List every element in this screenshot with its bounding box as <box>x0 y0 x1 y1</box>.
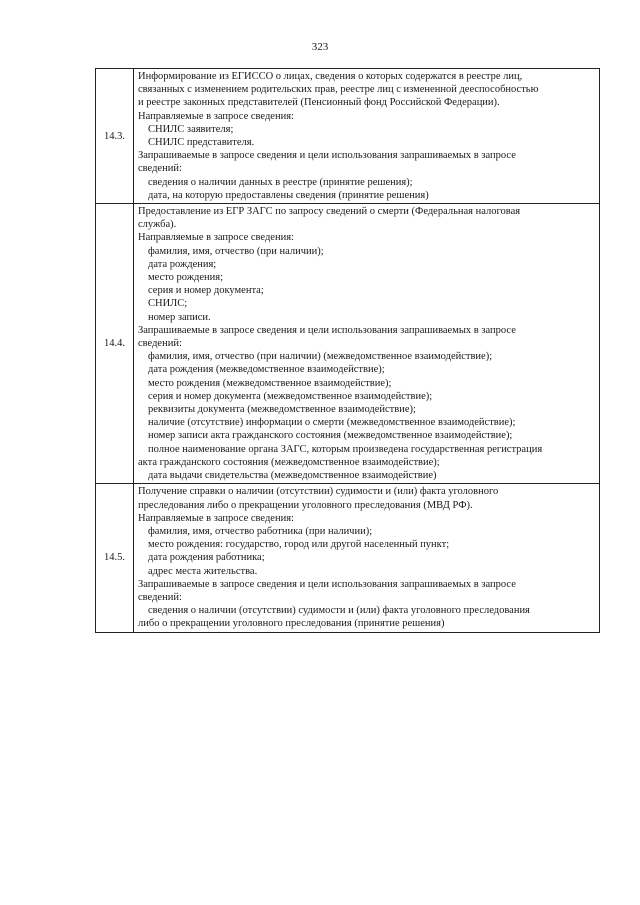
text-line: сведения о наличии данных в реестре (принятие решения); <box>148 176 413 188</box>
text-line: сведений: <box>138 338 182 350</box>
text-line: полное наименование органа ЗАГС, которым произведена государственная регистрация <box>148 443 543 455</box>
text-line: и реестре законных представителей (Пенсионный фонд Российской Федерации). <box>138 97 500 109</box>
text-line: служба). <box>138 219 177 231</box>
text-line: сведений: <box>138 591 182 603</box>
text-line: СНИЛС представителя. <box>148 137 255 149</box>
row-description <box>134 69 600 204</box>
text-line: место рождения (межведомственное взаимодействие); <box>148 377 392 389</box>
text-line: Получение справки о наличии (отсутствии) судимости и (или) факта уголовного <box>138 486 499 498</box>
table-row <box>96 69 600 204</box>
text-line: Направляемые в запросе сведения: <box>138 110 294 122</box>
text-line: наличие (отсутствие) информации о смерти (межведомственное взаимодействие); <box>148 417 516 429</box>
text-line: фамилия, имя, отчество (при наличии); <box>148 245 324 257</box>
text-line: адрес места жительства. <box>148 565 258 577</box>
text-line: сведения о наличии (отсутствии) судимости и (или) факта уголовного преследования <box>148 605 530 617</box>
row-description <box>134 484 600 632</box>
text-line: Направляемые в запросе сведения: <box>138 512 294 524</box>
text-line: серия и номер документа; <box>148 285 264 297</box>
text-line: Запрашиваемые в запросе сведения и цели использования запрашиваемых в запросе <box>138 578 516 590</box>
text-line: сведений: <box>138 163 182 175</box>
text-line: номер записи. <box>148 311 211 323</box>
row-number: 14.5. <box>96 484 134 632</box>
services-table <box>95 68 600 633</box>
text-line: место рождения: государство, город или другой населенный пункт; <box>148 539 450 551</box>
row-description <box>134 204 600 484</box>
text-line: либо о прекращении уголовного преследования (принятие решения) <box>138 618 445 630</box>
text-line: фамилия, имя, отчество (при наличии) (межведомственное взаимодействие); <box>148 351 493 363</box>
text-line: Направляемые в запросе сведения: <box>138 232 294 244</box>
text-line: номер записи акта гражданского состояния (межведомственное взаимодействие); <box>148 430 513 442</box>
text-line: Информирование из ЕГИССО о лицах, сведения о которых содержатся в реестре лиц, <box>138 71 523 82</box>
text-line: СНИЛС заявителя; <box>148 123 234 135</box>
text-line: связанных с изменением родительских прав, реестре лиц с измененной дееспособностью <box>138 84 539 96</box>
text-line: дата рождения (межведомственное взаимодействие); <box>148 364 385 376</box>
table-row <box>96 484 600 632</box>
text-line: Запрашиваемые в запросе сведения и цели использования запрашиваемых в запросе <box>138 150 516 162</box>
text-line: реквизиты документа (межведомственное взаимодействие); <box>148 404 416 416</box>
text-line: дата выдачи свидетельства (межведомственное взаимодействие) <box>148 470 437 482</box>
text-line: дата рождения работника; <box>148 552 265 564</box>
text-line: преследования либо о прекращении уголовного преследования (МВД РФ). <box>138 499 473 511</box>
text-line: СНИЛС; <box>148 298 188 310</box>
text-line: место рождения; <box>148 272 224 284</box>
table-row <box>96 204 600 484</box>
text-line: Предоставление из ЕГР ЗАГС по запросу сведений о смерти (Федеральная налоговая <box>138 206 521 218</box>
text-line: дата, на которую предоставлены сведения (принятие решения) <box>148 189 429 201</box>
services-table-body <box>96 69 600 633</box>
row-number: 14.4. <box>96 204 134 484</box>
row-number: 14.3. <box>96 69 134 204</box>
text-line: фамилия, имя, отчество работника (при наличии); <box>148 525 373 537</box>
text-line: акта гражданского состояния (межведомственное взаимодействие); <box>138 456 440 468</box>
page-number: 323 <box>311 41 329 53</box>
text-line: дата рождения; <box>148 258 217 270</box>
text-line: Запрашиваемые в запросе сведения и цели использования запрашиваемых в запросе <box>138 324 516 336</box>
text-line: серия и номер документа (межведомственное взаимодействие); <box>148 390 433 402</box>
